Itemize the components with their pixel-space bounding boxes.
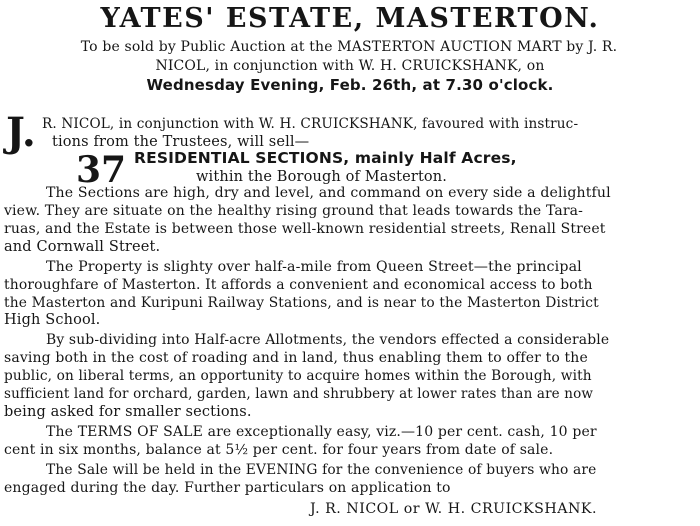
body-line: being asked for smaller sections. [4, 404, 252, 420]
signature: J. R. NICOL or W. H. CRUICKSHANK. [310, 501, 598, 517]
ad-title: YATES' ESTATE, MASTERTON. [100, 3, 600, 34]
sections-subheading: within the Borough of Masterton. [196, 169, 448, 185]
sections-heading: RESIDENTIAL SECTIONS, mainly Half Acres, [134, 149, 517, 167]
body-line: cent in six months, balance at 5½ per cent. for four years from date of sale. [4, 442, 554, 458]
body-line: sufficient land for orchard, garden, lawn and shrubbery at lower rates than are now [4, 386, 594, 402]
body-line: The Sale will be held in the EVENING for the convenience of buyers who are [46, 462, 597, 478]
body-line: The Sections are high, dry and level, and command on every side a delightful [46, 185, 611, 201]
drop-cap: J. [6, 109, 36, 156]
auction-date: Wednesday Evening, Feb. 26th, at 7.30 o'clock. [146, 76, 554, 94]
intro-line-2: NICOL, in conjunction with W. H. CRUICKSHANK, on [155, 58, 545, 74]
body-line: High School. [4, 312, 101, 328]
body-line: engaged during the day. Further particulars on application to [4, 480, 451, 496]
body-line: The TERMS OF SALE are exceptionally easy, viz.—10 per cent. cash, 10 per [46, 424, 597, 440]
announcement-line-1: R. NICOL, in conjunction with W. H. CRUICKSHANK, favoured with instruc- [42, 116, 579, 132]
announcement-line-2: tions from the Trustees, will sell— [52, 134, 310, 150]
body-line: public, on liberal terms, an opportunity to acquire homes within the Borough, with [4, 368, 592, 384]
body-line: saving both in the cost of roading and in land, thus enabling them to offer to the [4, 350, 588, 366]
section-count: 37 [76, 149, 127, 191]
body-line: view. They are situate on the healthy rising ground that leads towards the Tara- [4, 203, 584, 219]
body-line: By sub-dividing into Half-acre Allotments, the vendors effected a considerable [46, 332, 610, 348]
body-line: the Masterton and Kuripuni Railway Stations, and is near to the Masterton District [4, 295, 599, 311]
body-line: The Property is slighty over half-a-mile from Queen Street—the principal [46, 259, 582, 275]
body-line: thoroughfare of Masterton. It affords a convenient and economical access to both [4, 277, 593, 293]
body-line: ruas, and the Estate is between those well-known residential streets, Renall Street [4, 221, 606, 237]
intro-line-1: To be sold by Public Auction at the MASTERTON AUCTION MART by J. R. [80, 39, 618, 55]
body-line: and Cornwall Street. [4, 239, 161, 255]
